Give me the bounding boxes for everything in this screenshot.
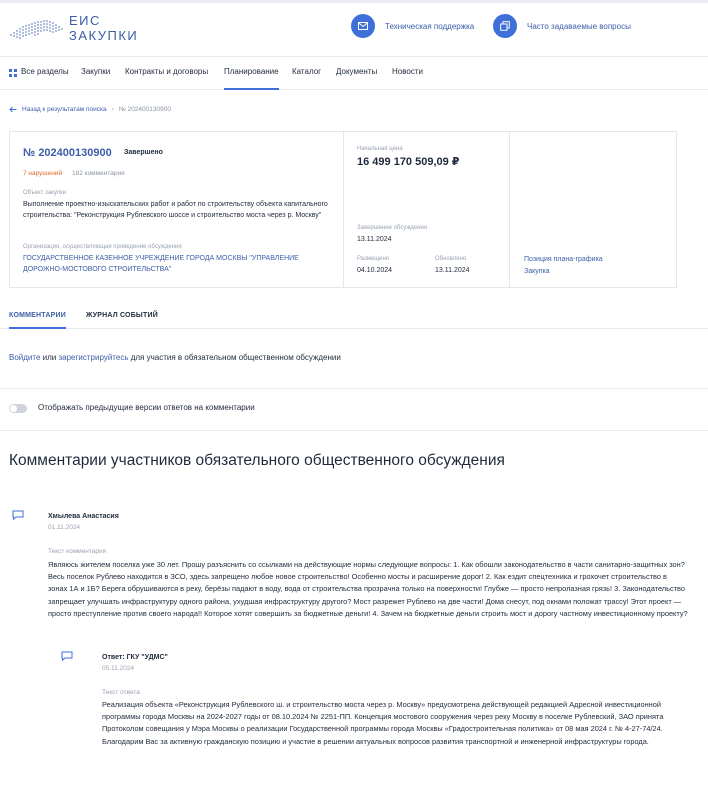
comment-text-label: Текст комментария [48,548,107,555]
price-value: 16 499 170 509,09 ₽ [357,156,460,168]
reply-author: Ответ: ГКУ "УДМС" [102,654,168,661]
updated-date: 13.11.2024 [435,267,470,274]
mail-icon [351,14,375,38]
card-main-info [10,132,344,287]
logo-text [69,13,138,43]
logo-line-2: ЗАКУПКИ [69,28,139,43]
eis-logo[interactable] [7,13,157,47]
support-link[interactable] [351,14,474,38]
site-header [0,3,708,53]
main-nav [0,56,708,90]
card-dates [344,132,510,287]
registry-number[interactable]: № 202400130900 [23,147,112,159]
tab-bar [0,305,708,329]
comments-count: 182 комментария [72,170,125,177]
faq-link[interactable] [493,14,631,38]
reply-text: Реализация объекта «Реконструкция Рублевского ш. и строительство моста через р. Москву» предусмотрена действующей редакцией Адресной инвестиционной программы города Москвы на 2024-2027 годы от 08.10.2024 № 2251-ПП. Концепция мостового сооружения через реку Москву в поселке Рублевский, ЗАО принята Протоколом совещания у Мэра Москвы о реализации Государственной программы города Москвы «Градостроительная политика» от 08 мая 2024 г. № 4-27-74/24. Благодарим Вас за активную гражданскую позицию и участие в решении актуальных вопросов развития транспортной и инженерной инфраструктуры города. [102,700,664,746]
status-badge: Завершено [124,149,163,156]
divider [0,388,708,389]
register-link[interactable]: зарегистрируйтесь [58,353,129,362]
org-label: Организация, осуществляющая проведение обсуждения [23,244,182,250]
object-label: Объект закупки [23,190,67,196]
breadcrumb-current: № 202400130900 [118,106,171,113]
card-plan [510,132,676,287]
faq-label: Часто задаваемые вопросы [527,21,631,31]
support-label: Техническая поддержка [385,21,475,31]
arrow-left-icon[interactable] [9,106,17,113]
end-date: 13.11.2024 [357,236,392,243]
reply-date: 05.11.2024 [102,665,135,672]
nav-item-all-sections[interactable]: Все разделы [21,67,69,76]
breadcrumb-separator: › [111,106,114,113]
toggle-knob [10,405,17,412]
comment-icon [12,510,24,520]
grid-menu-icon[interactable] [9,69,17,77]
logo-line-1: ЕИС [69,13,101,28]
tab-comments[interactable]: КОММЕНТАРИИ [9,312,66,319]
comment-text: Являюсь жителем поселка уже 30 лет. Прошу разъяснить со ссылками на действующие нормы следующие вопросы: 1. Как обошли законодательство в части санитарно-защитных зон? Весь поселок Рублево находится в ЗСО, здесь запрещено любое новое строительство! Особенно мосты и расширение дорог! 2. Как ездит спецтехника и грохочет строительство в зонах 1А и 1Б? Берега обрушиваются в реку, берёзы падают в воду, вода от строительства прозрачна только на поверхности! Глубже — просто непролазная грязь! 3. Законодательство запрещает улучшать инфраструктуру одного района, ухудшая инфраструктуру другого? Мост разрежет Рублево на две части! Дома снесут, под окнами положат трассу! Этот проект — просто преступление против своего народа!! Которое хотят совершить за бюджетные деньги! 4. Зачем на бюджетные деньги строить мост и дорогу частному инвестиционному проекту? [48,560,688,618]
russia-map-icon [7,17,65,43]
discussion-card [9,131,677,288]
violations-count: 7 нарушений [23,170,63,177]
nav-item-planning[interactable]: Планирование [224,67,279,76]
show-versions-label: Отображать предыдущие версии ответов на комментарии [38,403,255,412]
posted-label: Размещено [357,256,390,262]
nav-item-catalog[interactable]: Каталог [292,67,322,76]
show-versions-toggle[interactable] [9,404,27,413]
price-label: Начальная цена [357,146,403,152]
login-or: или [40,353,59,362]
copy-icon [493,14,517,38]
nav-item-documents[interactable]: Документы [336,67,378,76]
login-rest: для участия в обязательном общественном обсуждении [128,353,341,362]
nav-item-contracts[interactable]: Контракты и договоры [125,67,209,76]
plan-purchase-link[interactable]: Закупка [524,268,550,275]
org-link[interactable]: ГОСУДАРСТВЕННОЕ КАЗЕННОЕ УЧРЕЖДЕНИЕ ГОРОДА МОСКВЫ "УПРАВЛЕНИЕ ДОРОЖНО-МОСТОВОГО СТРОИТЕЛЬСТВА" [23,255,299,273]
back-to-results-link[interactable]: Назад к результатам поиска [22,106,107,113]
breadcrumb [9,106,171,113]
login-link[interactable]: Войдите [9,353,41,362]
reply-icon [61,651,73,661]
login-prompt [9,353,341,362]
nav-item-news[interactable]: Новости [392,67,423,76]
nav-item-purchases[interactable]: Закупки [81,67,111,76]
end-label: Завершение обсуждения [357,225,428,231]
section-title: Комментарии участников обязательного общественного обсуждения [9,452,505,469]
reply-text-label: Текст ответа [102,689,140,696]
plan-position-link[interactable]: Позиция плана-графика [524,256,603,263]
tab-journal[interactable]: ЖУРНАЛ СОБЫТИЙ [86,312,158,319]
posted-date: 04.10.2024 [357,267,393,274]
divider [0,430,708,431]
updated-label: Обновлено [435,256,467,262]
object-text: Выполнение проектно-изыскательских работ и работ по строительству объекта капитального строительства: "Реконструкция Рублевского шоссе и строительство моста через р. Москву" [23,201,328,219]
comment-date: 01.11.2024 [48,524,81,531]
comment-author: Хмылева Анастасия [48,513,119,520]
